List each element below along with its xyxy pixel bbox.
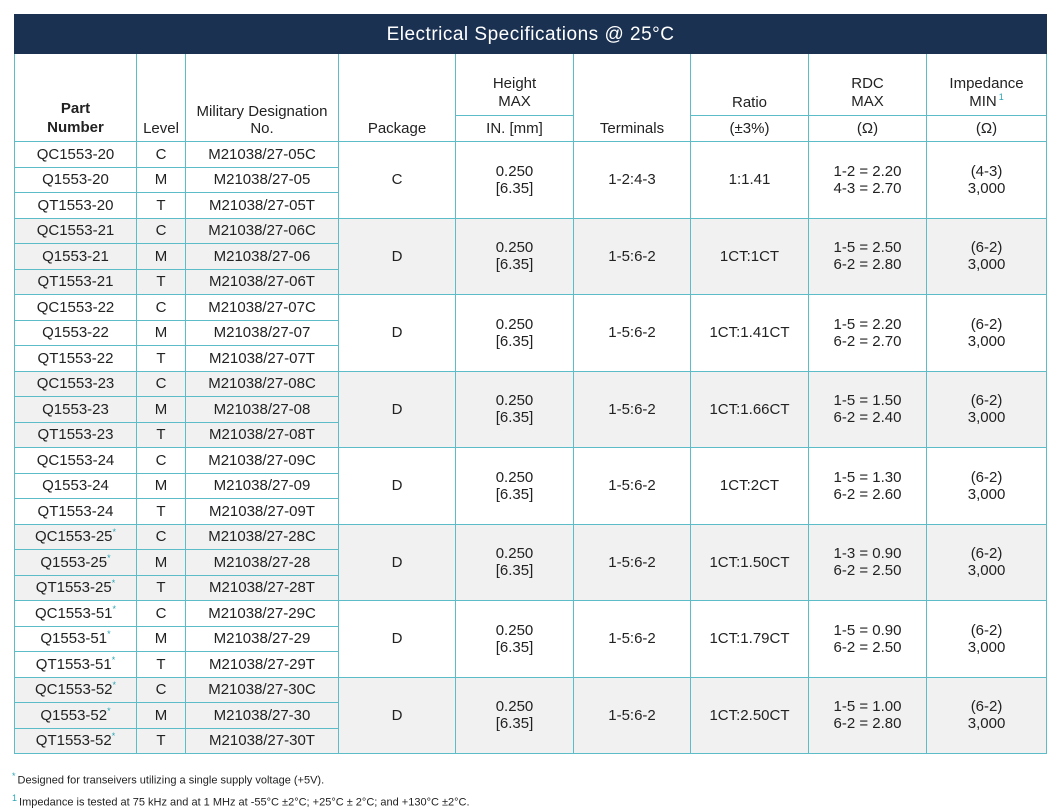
military-designation-cell: M21038/27-28 (186, 550, 339, 576)
footnote-marker: * (111, 731, 116, 742)
rdc-cell: 1-5 = 1.30 6-2 = 2.60 (809, 448, 927, 525)
part-number: QT1553-51 (35, 655, 112, 673)
part-number: QT1553-24 (37, 502, 114, 520)
header-terminals: Terminals (574, 54, 691, 142)
header-height: Height MAX (456, 54, 574, 116)
height-cell: 0.250 [6.35] (456, 524, 574, 601)
header-impedance-unit: (Ω) (927, 116, 1047, 142)
part-number-cell (15, 601, 137, 627)
part-group (15, 601, 1047, 678)
part-number-cell (15, 422, 137, 448)
header-ratio: Ratio (691, 54, 809, 116)
part-number-cell (15, 524, 137, 550)
footnote-text: Impedance is tested at 75 kHz and at 1 MHz at -55°C ±2°C; +25°C ± 2°C; and +130°C ±2°C. (19, 796, 470, 809)
terminals-cell: 1-5:6-2 (574, 677, 691, 754)
part-number-cell (15, 575, 137, 601)
part-number-cell (15, 371, 137, 397)
military-designation-cell: M21038/27-07 (186, 320, 339, 346)
part-number: QC1553-23 (36, 375, 115, 393)
part-group (15, 448, 1047, 525)
electrical-specifications-table (14, 14, 1047, 754)
header-rdc: RDC MAX (809, 54, 927, 116)
level-cell: C (137, 295, 186, 321)
military-designation-cell: M21038/27-07C (186, 295, 339, 321)
part-number: QT1553-52 (35, 732, 112, 750)
terminals-cell: 1-5:6-2 (574, 371, 691, 448)
footnote-marker: 1 (998, 92, 1004, 102)
level-cell: M (137, 626, 186, 652)
part-number: QT1553-21 (37, 273, 114, 291)
table-row (15, 524, 1047, 550)
ratio-cell: 1CT:2CT (691, 448, 809, 525)
level-cell: T (137, 193, 186, 219)
footnote-marker: * (111, 578, 116, 589)
part-number: QT1553-22 (37, 349, 114, 367)
part-number-cell (15, 728, 137, 754)
part-number-cell (15, 142, 137, 168)
table-row (15, 142, 1047, 168)
part-number: QT1553-20 (37, 196, 114, 214)
military-designation-cell: M21038/27-28T (186, 575, 339, 601)
footnote-marker: * (112, 603, 117, 614)
rdc-cell: 1-5 = 1.00 6-2 = 2.80 (809, 677, 927, 754)
part-number-cell (15, 626, 137, 652)
level-cell: T (137, 422, 186, 448)
level-cell: T (137, 575, 186, 601)
height-cell: 0.250 [6.35] (456, 295, 574, 372)
part-number-cell (15, 499, 137, 525)
level-cell: T (137, 269, 186, 295)
footnote-marker: * (107, 705, 111, 716)
header-impedance (927, 54, 1047, 116)
part-group (15, 524, 1047, 601)
part-number-cell (15, 397, 137, 423)
table-title: Electrical Specifications @ 25°C (15, 15, 1047, 54)
part-number-cell (15, 346, 137, 372)
footnote-2 (12, 790, 470, 811)
part-number: QC1553-20 (36, 145, 115, 163)
header-rdc-unit: (Ω) (809, 116, 927, 142)
military-designation-cell: M21038/27-08C (186, 371, 339, 397)
level-cell: C (137, 142, 186, 168)
ratio-cell: 1CT:1.79CT (691, 601, 809, 678)
rdc-cell: 1-5 = 0.90 6-2 = 2.50 (809, 601, 927, 678)
table-row (15, 295, 1047, 321)
part-number: Q1553-21 (42, 247, 109, 265)
header-military-designation: Military Designation No. (186, 54, 339, 142)
impedance-cell: (6-2) 3,000 (927, 601, 1047, 678)
header-impedance-label: Impedance MIN (949, 75, 1024, 110)
military-designation-cell: M21038/27-09 (186, 473, 339, 499)
level-cell: M (137, 397, 186, 423)
table-row (15, 677, 1047, 703)
military-designation-cell: M21038/27-07T (186, 346, 339, 372)
military-designation-cell: M21038/27-28C (186, 524, 339, 550)
header-height-unit: IN. [mm] (456, 116, 574, 142)
package-cell: D (339, 524, 456, 601)
part-number-cell (15, 550, 137, 576)
header-ratio-unit: (±3%) (691, 116, 809, 142)
part-group (15, 295, 1047, 372)
impedance-cell: (6-2) 3,000 (927, 677, 1047, 754)
level-cell: C (137, 524, 186, 550)
impedance-cell: (6-2) 3,000 (927, 218, 1047, 295)
part-number: Q1553-20 (42, 171, 109, 189)
impedance-cell: (6-2) 3,000 (927, 448, 1047, 525)
part-number-cell (15, 193, 137, 219)
level-cell: T (137, 346, 186, 372)
footnote-1 (12, 768, 470, 790)
height-cell: 0.250 [6.35] (456, 371, 574, 448)
part-number: QC1553-24 (36, 451, 115, 469)
part-number-cell (15, 448, 137, 474)
footnotes (12, 768, 470, 811)
terminals-cell: 1-5:6-2 (574, 448, 691, 525)
header-package: Package (339, 54, 456, 142)
level-cell: T (137, 499, 186, 525)
level-cell: T (137, 652, 186, 678)
footnote-marker: * (112, 527, 117, 538)
part-number: Q1553-25 (40, 553, 108, 571)
level-cell: T (137, 728, 186, 754)
part-number: Q1553-24 (42, 477, 109, 495)
military-designation-cell: M21038/27-09C (186, 448, 339, 474)
part-number: QC1553-25 (34, 528, 113, 546)
military-designation-cell: M21038/27-29T (186, 652, 339, 678)
part-number: QC1553-22 (36, 298, 115, 316)
impedance-cell: (6-2) 3,000 (927, 371, 1047, 448)
military-designation-cell: M21038/27-05T (186, 193, 339, 219)
military-designation-cell: M21038/27-08 (186, 397, 339, 423)
footnote-text: Designed for transeivers utilizing a single supply voltage (+5V). (17, 774, 325, 787)
part-group (15, 142, 1047, 219)
part-number: Q1553-52 (40, 706, 108, 724)
part-number: QT1553-23 (37, 426, 114, 444)
level-cell: M (137, 473, 186, 499)
height-cell: 0.250 [6.35] (456, 142, 574, 219)
level-cell: C (137, 371, 186, 397)
terminals-cell: 1-5:6-2 (574, 295, 691, 372)
header-part-number: Part Number (15, 54, 137, 142)
part-number-cell (15, 320, 137, 346)
part-number-cell (15, 473, 137, 499)
package-cell: C (339, 142, 456, 219)
military-designation-cell: M21038/27-05C (186, 142, 339, 168)
part-number: QC1553-52 (34, 681, 113, 699)
footnote-marker: * (107, 629, 111, 640)
package-cell: D (339, 448, 456, 525)
military-designation-cell: M21038/27-29 (186, 626, 339, 652)
level-cell: M (137, 320, 186, 346)
military-designation-cell: M21038/27-09T (186, 499, 339, 525)
part-number-cell (15, 167, 137, 193)
rdc-cell: 1-5 = 2.50 6-2 = 2.80 (809, 218, 927, 295)
impedance-cell: (6-2) 3,000 (927, 524, 1047, 601)
part-group (15, 371, 1047, 448)
part-number: Q1553-51 (40, 630, 108, 648)
table-row (15, 371, 1047, 397)
part-group (15, 218, 1047, 295)
impedance-cell: (6-2) 3,000 (927, 295, 1047, 372)
military-designation-cell: M21038/27-08T (186, 422, 339, 448)
level-cell: M (137, 703, 186, 729)
footnote-mark: 1 (12, 792, 18, 803)
military-designation-cell: M21038/27-06 (186, 244, 339, 270)
part-number: Q1553-23 (42, 400, 109, 418)
part-group (15, 677, 1047, 754)
terminals-cell: 1-5:6-2 (574, 601, 691, 678)
header-level: Level (137, 54, 186, 142)
rdc-cell: 1-2 = 2.20 4-3 = 2.70 (809, 142, 927, 219)
terminals-cell: 1-5:6-2 (574, 218, 691, 295)
level-cell: C (137, 218, 186, 244)
table-row (15, 601, 1047, 627)
military-designation-cell: M21038/27-29C (186, 601, 339, 627)
rdc-cell: 1-3 = 0.90 6-2 = 2.50 (809, 524, 927, 601)
level-cell: M (137, 244, 186, 270)
ratio-cell: 1CT:2.50CT (691, 677, 809, 754)
rdc-cell: 1-5 = 1.50 6-2 = 2.40 (809, 371, 927, 448)
impedance-cell: (4-3) 3,000 (927, 142, 1047, 219)
height-cell: 0.250 [6.35] (456, 448, 574, 525)
part-number: QT1553-25 (35, 579, 112, 597)
ratio-cell: 1CT:1.41CT (691, 295, 809, 372)
part-number-cell (15, 295, 137, 321)
part-number-cell (15, 269, 137, 295)
military-designation-cell: M21038/27-06T (186, 269, 339, 295)
footnote-mark: * (12, 771, 16, 781)
level-cell: C (137, 677, 186, 703)
military-designation-cell: M21038/27-05 (186, 167, 339, 193)
part-number: Q1553-22 (42, 324, 109, 342)
part-number-cell (15, 652, 137, 678)
level-cell: C (137, 448, 186, 474)
height-cell: 0.250 [6.35] (456, 218, 574, 295)
terminals-cell: 1-2:4-3 (574, 142, 691, 219)
footnote-marker: * (112, 680, 117, 691)
package-cell: D (339, 295, 456, 372)
military-designation-cell: M21038/27-30 (186, 703, 339, 729)
ratio-cell: 1CT:1CT (691, 218, 809, 295)
level-cell: M (137, 550, 186, 576)
package-cell: D (339, 371, 456, 448)
footnote-marker: * (107, 552, 111, 563)
package-cell: D (339, 601, 456, 678)
height-cell: 0.250 [6.35] (456, 677, 574, 754)
level-cell: M (137, 167, 186, 193)
ratio-cell: 1:1.41 (691, 142, 809, 219)
height-cell: 0.250 [6.35] (456, 601, 574, 678)
package-cell: D (339, 218, 456, 295)
level-cell: C (137, 601, 186, 627)
table-row (15, 448, 1047, 474)
part-number-cell (15, 677, 137, 703)
ratio-cell: 1CT:1.66CT (691, 371, 809, 448)
part-number-cell (15, 218, 137, 244)
military-designation-cell: M21038/27-30T (186, 728, 339, 754)
military-designation-cell: M21038/27-30C (186, 677, 339, 703)
part-number: QC1553-21 (36, 222, 115, 240)
package-cell: D (339, 677, 456, 754)
military-designation-cell: M21038/27-06C (186, 218, 339, 244)
footnote-marker: * (111, 654, 116, 665)
part-number: QC1553-51 (34, 604, 113, 622)
terminals-cell: 1-5:6-2 (574, 524, 691, 601)
part-number-cell (15, 703, 137, 729)
part-number-cell (15, 244, 137, 270)
table-row (15, 218, 1047, 244)
ratio-cell: 1CT:1.50CT (691, 524, 809, 601)
rdc-cell: 1-5 = 2.20 6-2 = 2.70 (809, 295, 927, 372)
